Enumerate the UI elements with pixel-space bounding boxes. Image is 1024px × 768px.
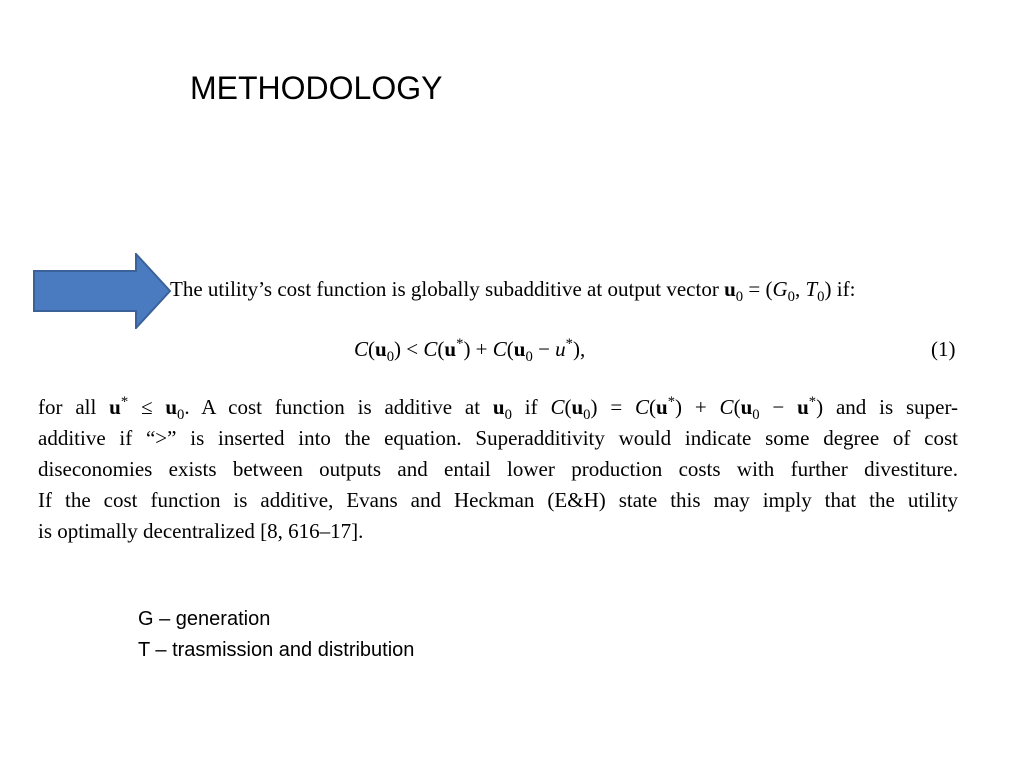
subadditivity-definition — [170, 274, 855, 305]
var-t: T — [805, 277, 818, 301]
p-open: ( — [733, 395, 741, 419]
p-sub: 0 — [752, 407, 760, 424]
close-if: ) if: — [824, 277, 856, 301]
p-star: * — [808, 394, 817, 410]
equals-open: = ( — [743, 277, 773, 301]
paragraph-line-3: diseconomies exists between outputs and entail lower production costs with further divestiture. — [38, 457, 958, 481]
subscript-zero: 0 — [735, 289, 744, 306]
eq-end: ), — [573, 337, 586, 361]
p-leq: ≤ — [128, 395, 166, 419]
paragraph-line-2: additive if “>” is inserted into the equation. Superadditivity would indicate some degree of cost — [38, 426, 958, 450]
p-open: ( — [649, 395, 657, 419]
p-star: * — [667, 394, 676, 410]
p-close: ) — [816, 395, 824, 419]
p-close-eq: ) = — [590, 395, 635, 419]
paragraph-line-5: is optimally decentralized [8, 616–17]. — [38, 519, 364, 543]
p-star: * — [120, 394, 129, 410]
p-u: u — [656, 395, 668, 419]
eq-star: * — [456, 336, 464, 352]
paragraph-line-4: If the cost function is additive, Evans and Heckman (E&H) state this may imply that the utility — [38, 488, 958, 512]
p-text: if — [511, 395, 551, 419]
var-g: G — [772, 277, 788, 301]
p-text: . A cost function is additive at — [184, 395, 493, 419]
eq-sub: 0 — [525, 349, 533, 366]
paragraph-line-1 — [38, 392, 958, 423]
p-sub: 0 — [504, 407, 512, 424]
note-transmission: T – trasmission and distribution — [138, 639, 415, 661]
p-open: ( — [564, 395, 572, 419]
p-plus: ) + — [675, 395, 720, 419]
eq-u: u — [375, 337, 387, 361]
p-u: u — [165, 395, 178, 419]
vector-u: u — [724, 277, 736, 301]
p-sub: 0 — [583, 407, 591, 424]
eq-plus: ) + — [463, 337, 493, 361]
p-text: for all — [38, 395, 110, 419]
p-c: C — [635, 395, 650, 419]
p-c: C — [719, 395, 734, 419]
p-c: C — [550, 395, 565, 419]
definition-text: The utility’s cost function is globally subadditive at output vector — [170, 277, 725, 301]
subscript-zero: 0 — [787, 289, 795, 306]
explanation-paragraph — [38, 392, 958, 547]
p-minus: − — [759, 395, 798, 419]
p-u: u — [797, 395, 809, 419]
eq-open: ( — [437, 337, 445, 361]
eq-lt: ) < — [394, 337, 424, 361]
eq-u: u — [513, 337, 526, 361]
eq-star: * — [565, 336, 574, 352]
right-arrow-shape — [34, 254, 170, 328]
note-generation: G – generation — [138, 608, 271, 630]
p-u: u — [571, 395, 584, 419]
comma: , — [794, 277, 806, 301]
slide-title: METHODOLOGY — [190, 70, 443, 106]
eq-open: ( — [506, 337, 514, 361]
equation-number: (1) — [931, 337, 956, 361]
subscript-zero: 0 — [817, 289, 825, 306]
eq-c: C — [354, 337, 369, 361]
eq-u: u — [444, 337, 457, 361]
legend-notes — [138, 604, 414, 666]
p-u: u — [740, 395, 753, 419]
p-u: u — [492, 395, 505, 419]
p-u: u — [109, 395, 121, 419]
right-arrow-icon — [32, 253, 172, 329]
p-text: and is super- — [823, 395, 959, 419]
eq-u-italic: u — [555, 337, 566, 361]
eq-c: C — [492, 337, 507, 361]
eq-minus: − — [532, 337, 556, 361]
eq-open: ( — [368, 337, 376, 361]
p-sub: 0 — [177, 407, 185, 424]
eq-c: C — [423, 337, 438, 361]
equation-1 — [354, 334, 585, 365]
eq-sub: 0 — [386, 349, 395, 366]
